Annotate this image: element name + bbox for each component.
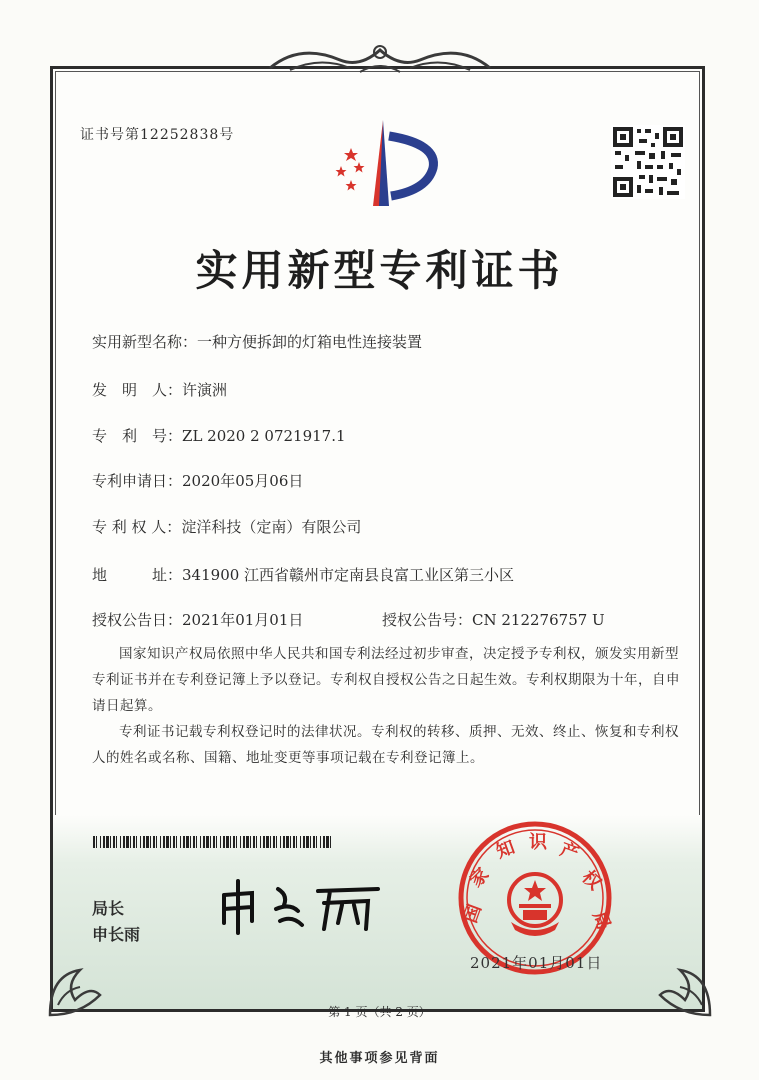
barcode-bar [243,836,245,848]
field-value: 一种方便拆卸的灯箱电性连接装置 [197,333,423,351]
field-label: 专利申请日： [92,472,183,490]
page-number: 第 1 页（共 2 页） [328,1005,431,1019]
barcode-bar [253,836,255,848]
barcode-bar [153,836,155,848]
field-value: 341900 江西省赣州市定南县良富工业区第三小区 [182,566,515,584]
barcode-bar [166,836,169,848]
svg-text:产: 产 [557,838,582,865]
barcode-icon [93,836,337,848]
barcode-bar [220,836,221,848]
barcode-bar [110,836,111,848]
barcode-bar [203,836,205,848]
barcode-bar [260,836,261,848]
barcode-bar [303,836,305,848]
body-paragraph-1: 国家知识产权局依照中华人民共和国专利法经过初步审查，决定授予专利权，颁发实用新型专利证书并在专利登记簿上予以登记。专利权自授权公告之日起生效。专利权期限为十年，自申请日起算。 [92,646,680,714]
barcode-bar [246,836,249,848]
barcode-bar [180,836,181,848]
barcode-bar [286,836,289,848]
barcode-bar [213,836,215,848]
field-inventor [92,379,227,400]
field-patent-number [92,425,346,446]
barcode-bar [170,836,171,848]
certificate-title: 实用新型专利证书 [195,246,564,295]
field-value: 2020年05月06日 [182,472,304,490]
director-name: 申长雨 [92,925,141,944]
barcode-bar [293,836,295,848]
barcode-bar [103,836,105,848]
barcode-bar [290,836,291,848]
barcode-bar [226,836,229,848]
director-title: 局长 [92,899,125,918]
barcode-bar [120,836,121,848]
barcode-bar [93,836,95,848]
field-address [92,564,514,585]
barcode-bar [130,836,131,848]
field-label: 专 利 号： [92,427,183,445]
barcode-bar [300,836,301,848]
barcode-bar [313,836,315,848]
field-label: 授权公告日： [92,611,183,629]
top-ornament-icon [260,38,500,78]
barcode-bar [123,836,125,848]
barcode-bar [146,836,149,848]
barcode-bar [126,836,129,848]
barcode-bar [283,836,285,848]
barcode-bar [280,836,281,848]
barcode-bar [150,836,151,848]
barcode-bar [306,836,309,848]
barcode-bar [263,836,265,848]
field-filing-date [92,470,303,491]
barcode-bar [273,836,275,848]
barcode-bar [310,836,311,848]
field-utility-model-name [92,331,422,352]
barcode-bar [183,836,185,848]
director-signature-icon [218,875,388,935]
back-page-note: 其他事项参见背面 [319,1051,440,1066]
barcode-bar [140,836,141,848]
barcode-bar [326,836,329,848]
barcode-bar [156,836,157,848]
barcode-bar [116,836,117,848]
barcode-bar [173,836,175,848]
barcode-bar [196,836,197,848]
barcode-bar [186,836,189,848]
barcode-bar [330,836,331,848]
barcode-bar [206,836,209,848]
svg-text:国: 国 [459,901,486,926]
svg-text:权: 权 [577,866,606,895]
barcode-bar [106,836,109,848]
barcode-bar [210,836,211,848]
field-grant-date [92,609,303,630]
field-label: 地 址： [92,566,183,584]
barcode-bar [113,836,115,848]
barcode-bar [223,836,225,848]
barcode-bar [266,836,269,848]
svg-text:知: 知 [493,836,518,863]
svg-text:局: 局 [588,908,615,933]
barcode-bar [230,836,231,848]
barcode-bar [216,836,217,848]
field-value: 2021年01月01日 [182,611,304,629]
svg-text:家: 家 [465,863,494,892]
barcode-bar [200,836,201,848]
barcode-bar [250,836,251,848]
barcode-bar [316,836,317,848]
barcode-bar [96,836,97,848]
barcode-bar [163,836,165,848]
seal-date: 2021年01月01日 [470,954,603,972]
barcode-bar [256,836,257,848]
barcode-bar [233,836,235,848]
barcode-bar [193,836,195,848]
barcode-bar [323,836,325,848]
barcode-bar [240,836,241,848]
body-paragraph-2: 专利证书记载专利权登记时的法律状况。专利权的转移、质押、无效、终止、恢复和专利权人的姓名或名称、国籍、地址变更等事项记载在专利登记簿上。 [92,724,679,766]
certificate-number: 证书号第12252838号 [80,127,235,143]
barcode-bar [160,836,161,848]
field-value: 许演洲 [182,381,228,399]
barcode-bar [320,836,321,848]
field-patentee [92,516,361,537]
certificate-body [92,641,692,771]
barcode-bar [136,836,137,848]
field-value: 淀洋科技（定南）有限公司 [181,518,362,536]
barcode-bar [276,836,277,848]
barcode-bar [236,836,237,848]
field-label: 授权公告号： [382,611,473,629]
field-value: CN 212276757 U [472,611,605,629]
barcode-bar [190,836,191,848]
barcode-bar [270,836,271,848]
barcode-bar [133,836,135,848]
field-label: 发 明 人： [92,381,183,399]
barcode-bar [100,836,101,848]
field-label: 专 利 权 人： [92,518,182,536]
barcode-bar [176,836,177,848]
field-label: 实用新型名称： [92,333,198,351]
qr-code-icon[interactable] [611,125,685,199]
barcode-bar [296,836,297,848]
svg-text:识: 识 [529,832,547,853]
patent-office-emblem-icon [323,116,443,212]
field-value: ZL 2020 2 0721917.1 [182,427,346,445]
field-grant-number [382,609,605,630]
barcode-bar [143,836,145,848]
